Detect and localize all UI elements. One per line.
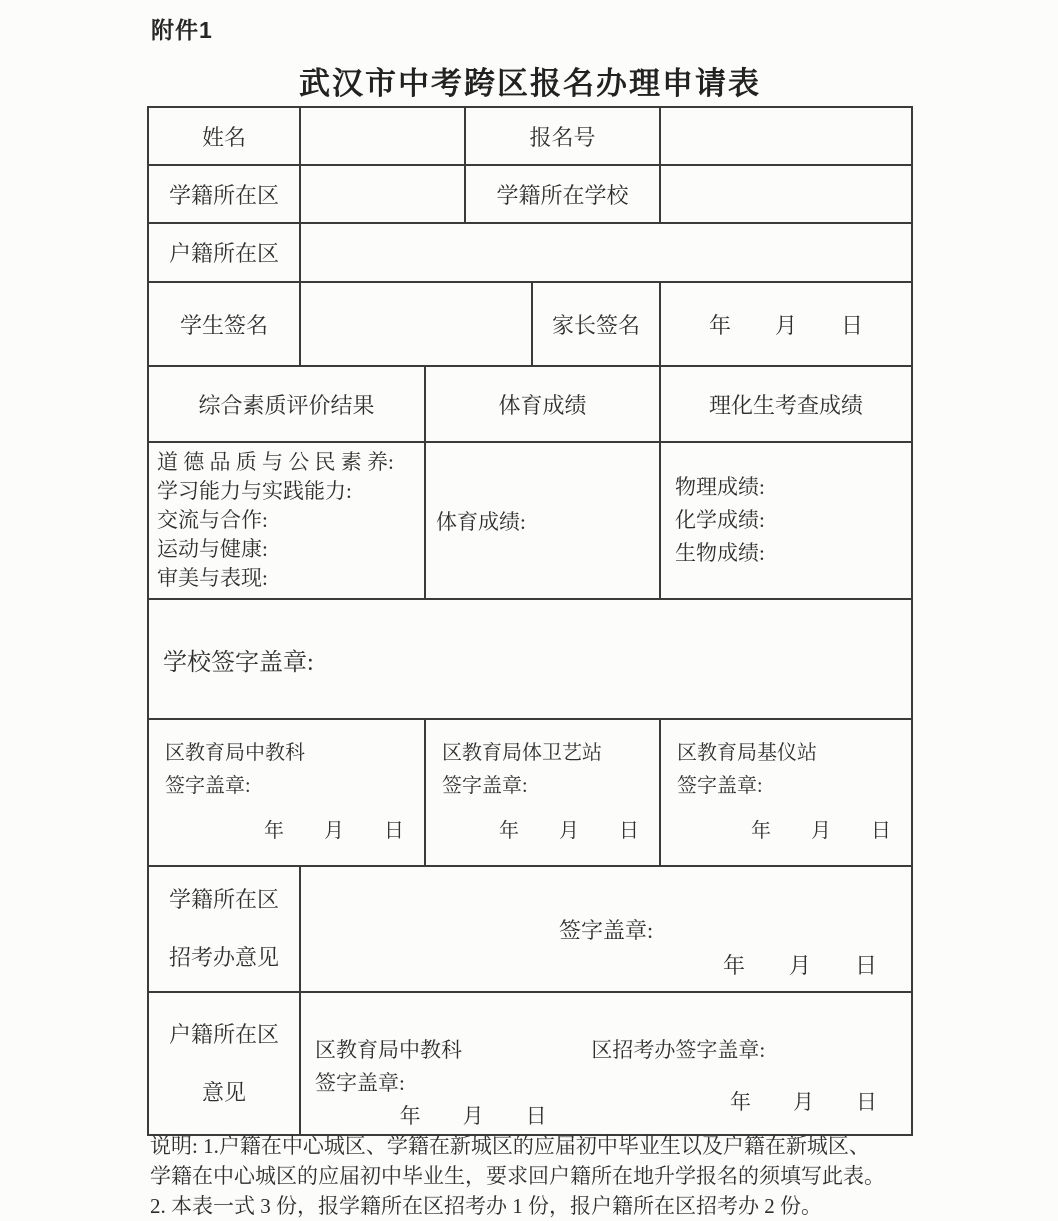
reg-no-label-cell: 报名号 xyxy=(465,107,660,165)
bureau-name: 区教育局中教科 xyxy=(165,742,305,764)
bureau-date: 年 月 日 xyxy=(499,820,640,842)
bureau-date: 年 月 日 xyxy=(751,820,892,842)
residence-bureau-date: 年 月 日 xyxy=(399,1104,547,1128)
comprehensive-item: 交流与合作: xyxy=(157,508,268,532)
page-title: 武汉市中考跨区报名办理申请表 xyxy=(299,66,761,101)
row-score-headers xyxy=(148,366,912,442)
row-school-district-opinion xyxy=(148,866,912,992)
bureau-date: 年 月 日 xyxy=(264,820,404,842)
opinion-label-line: 意见 xyxy=(201,1079,246,1105)
comprehensive-item: 道 德 品 质 与 公 民 素 养: xyxy=(157,450,394,474)
bureau-jiyi-cell xyxy=(660,719,912,866)
science-item: 生物成绩: xyxy=(675,541,765,565)
residence-opinion-cell xyxy=(300,992,912,1135)
student-signature-label-cell: 学生签名 xyxy=(148,282,300,366)
science-item: 物理成绩: xyxy=(675,475,765,499)
application-form-table xyxy=(147,106,913,1136)
student-signature-value-cell xyxy=(300,282,532,366)
signature-date-cell: 年 月 日 xyxy=(660,282,912,366)
residence-opinion-label-cell xyxy=(148,992,300,1135)
opinion-date: 年 月 日 xyxy=(723,953,878,978)
school-district-opinion-label-cell xyxy=(148,866,300,992)
footnote xyxy=(150,1131,922,1221)
residence-district-value-cell xyxy=(300,223,912,282)
bureau-sign-label: 签字盖章: xyxy=(165,775,251,797)
footnote-line: 说明: 1.户籍在中心城区、学籍在新城区的应届初中毕业生以及户籍在新城区、 xyxy=(150,1134,870,1158)
residence-bureau-sign-label: 签字盖章: xyxy=(315,1071,405,1095)
bureau-name: 区教育局体卫艺站 xyxy=(442,742,602,764)
bureau-sign-label: 签字盖章: xyxy=(677,775,763,797)
row-signatures xyxy=(148,282,912,366)
pe-score-cell xyxy=(425,442,660,599)
school-district-opinion-cell xyxy=(300,866,912,992)
row-residence-district xyxy=(148,223,912,282)
reg-no-value-cell xyxy=(660,107,912,165)
name-label-cell: 姓名 xyxy=(148,107,300,165)
row-score-details xyxy=(148,442,912,599)
school-value-cell xyxy=(660,165,912,223)
science-header-cell: 理化生考查成绩 xyxy=(660,366,912,442)
footnote-line: 学籍在中心城区的应届初中毕业生，要求回户籍所在地升学报名的须填写此表。 xyxy=(150,1164,885,1188)
pe-score-label: 体育成绩: xyxy=(436,509,526,534)
comprehensive-header-cell: 综合素质评价结果 xyxy=(148,366,425,442)
comprehensive-detail-cell xyxy=(148,442,425,599)
footnote-line: 2. 本表一式 3 份，报学籍所在区招考办 1 份，报户籍所在区招考办 2 份。 xyxy=(150,1194,822,1218)
parent-signature-label-cell: 家长签名 xyxy=(532,282,660,366)
residence-admissions-date: 年 月 日 xyxy=(730,1090,877,1114)
attachment-label: 附件1 xyxy=(151,17,213,43)
comprehensive-item: 学习能力与实践能力: xyxy=(157,479,352,503)
school-stamp-label: 学校签字盖章: xyxy=(163,649,314,676)
pe-header-cell: 体育成绩 xyxy=(425,366,660,442)
row-name xyxy=(148,107,912,165)
science-score-cell xyxy=(660,442,912,599)
bureau-zhongjiaoke-cell xyxy=(148,719,425,866)
residence-district-label-cell: 户籍所在区 xyxy=(148,223,300,282)
school-label-cell: 学籍所在学校 xyxy=(465,165,660,223)
row-bureau-stamps xyxy=(148,719,912,866)
row-school-district xyxy=(148,165,912,223)
row-school-stamp xyxy=(148,599,912,719)
opinion-sign-label: 签字盖章: xyxy=(558,918,654,943)
name-value-cell xyxy=(300,107,465,165)
row-residence-opinion xyxy=(148,992,912,1135)
bureau-tiweiyi-cell xyxy=(425,719,660,866)
opinion-label-line: 学籍所在区 xyxy=(168,887,279,912)
opinion-label-line: 户籍所在区 xyxy=(168,1021,279,1047)
comprehensive-item: 运动与健康: xyxy=(157,537,268,561)
school-district-label-cell: 学籍所在区 xyxy=(148,165,300,223)
bureau-name: 区教育局基仪站 xyxy=(677,742,818,764)
school-district-value-cell xyxy=(300,165,465,223)
school-stamp-cell xyxy=(148,599,912,719)
comprehensive-item: 审美与表现: xyxy=(157,566,268,590)
science-item: 化学成绩: xyxy=(675,508,765,532)
residence-admissions-sign-label: 区招考办签字盖章: xyxy=(591,1038,766,1062)
opinion-label-line: 招考办意见 xyxy=(168,945,279,970)
bureau-sign-label: 签字盖章: xyxy=(442,775,528,797)
residence-bureau-name: 区教育局中教科 xyxy=(315,1038,462,1062)
